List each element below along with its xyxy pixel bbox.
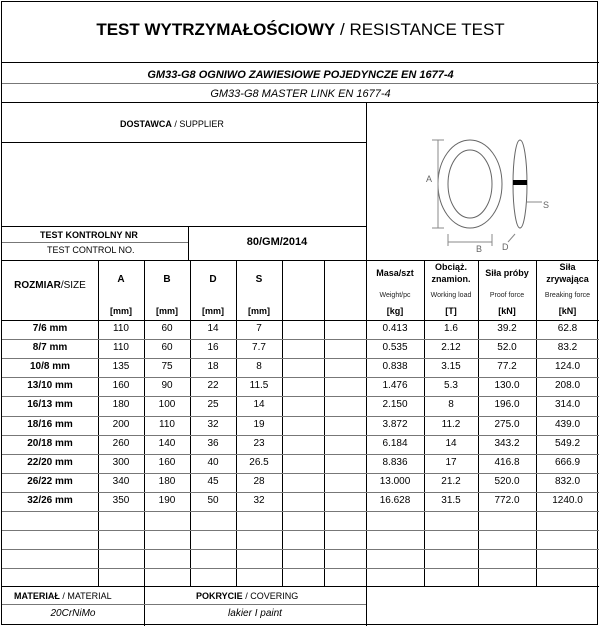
table-cell-wll: 3.15 (441, 361, 461, 372)
table-cell-d: 50 (207, 495, 219, 506)
size-header-pl: ROZMIAR (14, 280, 61, 291)
table-cell-proof: 39.2 (497, 323, 517, 334)
table-cell-s: 7.7 (252, 342, 266, 353)
divider (2, 242, 188, 243)
table-cell-proof: 52.0 (497, 342, 517, 353)
table-cell-d: 36 (207, 438, 219, 449)
supplier-label (120, 119, 224, 129)
control-number: 80/GM/2014 (246, 236, 308, 248)
row-size-label: 10/8 mm (29, 361, 71, 372)
divider (2, 142, 366, 143)
table-cell-brk: 549.2 (554, 438, 581, 449)
wll-unit: [T] (445, 306, 457, 316)
divider (366, 102, 367, 260)
col-a-header: A (117, 274, 125, 285)
dim-label-d: D (502, 242, 509, 252)
table-cell-wll: 1.6 (444, 323, 458, 334)
divider (2, 226, 366, 227)
table-cell-wll: 17 (445, 457, 457, 468)
table-cell-a: 340 (112, 476, 130, 487)
row-size-label: 20/18 mm (27, 438, 73, 449)
table-cell-proof: 130.0 (494, 380, 520, 391)
table-cell-brk: 124.0 (554, 361, 581, 372)
table-cell-a: 135 (112, 361, 130, 372)
row-size-label: 7/6 mm (32, 323, 68, 334)
table-cell-brk: 439.0 (554, 419, 581, 430)
breaking-header-en: Breaking force (544, 292, 591, 299)
col-s-unit: [mm] (248, 306, 270, 316)
table-cell-wll: 8 (448, 399, 454, 410)
table-cell-proof: 196.0 (494, 399, 520, 410)
table-cell-wll: 31.5 (441, 495, 461, 506)
wll-header-en: Working load (430, 292, 472, 299)
breaking-header-line2: zrywająca (546, 274, 589, 284)
col-divider (282, 260, 283, 586)
table-cell-s: 8 (256, 361, 262, 372)
table-cell-b: 75 (161, 361, 173, 372)
size-column-header (2, 280, 98, 291)
proof-header-en: Proof force (489, 292, 525, 299)
table-cell-d: 22 (207, 380, 219, 391)
col-divider (144, 586, 145, 626)
product-name-pl: GM33-G8 OGNIWO ZAWIESIOWE POJEDYNCZE EN 1677-4 (147, 69, 454, 81)
covering-value: lakier I paint (228, 608, 282, 619)
table-cell-proof: 343.2 (494, 438, 520, 449)
dim-line-d (508, 234, 515, 242)
table-cell-d: 40 (207, 457, 219, 468)
link-cross-section (513, 180, 527, 185)
title-en: RESISTANCE TEST (349, 20, 505, 39)
document-title (2, 20, 599, 40)
supplier-label-separator: / (171, 119, 180, 129)
table-cell-b: 180 (158, 476, 176, 487)
control-label-pl: TEST KONTROLNY NR (40, 230, 138, 240)
breaking-header-line1: Siła (559, 262, 576, 272)
material-label-pl: MATERIAŁ (14, 591, 60, 601)
table-cell-brk: 666.9 (554, 457, 581, 468)
supplier-label-pl: DOSTAWCA (120, 119, 172, 129)
table-cell-brk: 83.2 (557, 342, 578, 353)
table-cell-b: 60 (161, 342, 173, 353)
proof-unit: [kN] (498, 306, 516, 316)
table-cell-b: 100 (158, 399, 176, 410)
table-cell-s: 28 (253, 476, 265, 487)
table-cell-s: 19 (253, 419, 265, 430)
table-cell-mass: 1.476 (382, 380, 408, 391)
table-cell-brk: 208.0 (554, 380, 581, 391)
divider (2, 260, 599, 261)
divider (2, 604, 366, 605)
table-cell-wll: 21.2 (441, 476, 461, 487)
table-cell-b: 140 (158, 438, 176, 449)
test-certificate (1, 1, 598, 625)
table-cell-brk: 62.8 (557, 323, 578, 334)
dim-label-b: B (476, 244, 483, 254)
row-divider (2, 530, 599, 531)
table-cell-b: 160 (158, 457, 176, 468)
row-divider (2, 511, 599, 512)
table-cell-mass: 3.872 (382, 419, 408, 430)
dim-label-a: A (426, 174, 433, 184)
material-value: 20CrNiMo (50, 608, 96, 619)
size-header-en: /SIZE (60, 280, 86, 291)
table-cell-d: 16 (207, 342, 219, 353)
col-a-unit: [mm] (110, 306, 132, 316)
table-cell-a: 350 (112, 495, 130, 506)
row-size-label: 26/22 mm (27, 476, 73, 487)
col-b-unit: [mm] (156, 306, 178, 316)
table-cell-mass: 0.838 (382, 361, 408, 372)
row-size-label: 16/13 mm (27, 399, 73, 410)
table-cell-d: 45 (207, 476, 219, 487)
table-cell-mass: 2.150 (382, 399, 408, 410)
mass-header: Masa/szt (376, 268, 414, 278)
table-cell-s: 14 (253, 399, 265, 410)
table-cell-mass: 6.184 (382, 438, 408, 449)
table-cell-proof: 520.0 (494, 476, 520, 487)
row-divider (2, 549, 599, 550)
table-cell-a: 300 (112, 457, 130, 468)
table-cell-mass: 8.836 (382, 457, 408, 468)
col-s-header: S (255, 274, 263, 285)
table-cell-brk: 314.0 (554, 399, 581, 410)
table-cell-mass: 16.628 (379, 495, 411, 506)
table-cell-b: 90 (161, 380, 173, 391)
col-b-header: B (163, 274, 171, 285)
table-cell-s: 26.5 (249, 457, 269, 468)
divider (2, 102, 599, 103)
table-cell-b: 190 (158, 495, 176, 506)
table-cell-a: 110 (113, 342, 129, 353)
table-cell-brk: 832.0 (554, 476, 581, 487)
table-cell-mass: 0.413 (382, 323, 408, 334)
dim-label-s: S (543, 200, 550, 210)
mass-header-en: Weight/pc (379, 292, 411, 299)
row-size-label: 8/7 mm (32, 342, 68, 353)
footer-divider (2, 586, 599, 587)
table-cell-proof: 275.0 (494, 419, 520, 430)
wll-header-line1: Obciąż. (434, 262, 467, 272)
row-size-label: 22/20 mm (27, 457, 73, 468)
table-cell-mass: 13.000 (379, 476, 411, 487)
product-name-en: GM33-G8 MASTER LINK EN 1677-4 (210, 88, 391, 100)
table-cell-proof: 416.8 (494, 457, 520, 468)
table-cell-s: 32 (253, 495, 265, 506)
row-size-label: 18/16 mm (27, 419, 73, 430)
table-cell-d: 14 (207, 323, 219, 334)
divider (2, 62, 599, 63)
table-cell-s: 7 (256, 323, 262, 334)
table-cell-mass: 0.535 (382, 342, 408, 353)
col-divider (324, 260, 325, 586)
divider (2, 83, 599, 84)
table-cell-a: 260 (112, 438, 130, 449)
col-d-unit: [mm] (202, 306, 224, 316)
row-size-label: 32/26 mm (27, 495, 73, 506)
table-cell-d: 18 (207, 361, 219, 372)
table-cell-b: 60 (161, 323, 173, 334)
title-separator: / (335, 20, 350, 39)
control-label-en: TEST CONTROL NO. (47, 245, 135, 255)
wll-header-line2: znamion. (431, 274, 471, 284)
table-cell-wll: 2.12 (441, 342, 461, 353)
title-pl: TEST WYTRZYMAŁOŚCIOWY (96, 20, 336, 39)
row-divider (2, 568, 599, 569)
proof-header: Siła próby (485, 268, 529, 278)
table-cell-proof: 77.2 (497, 361, 517, 372)
table-cell-a: 110 (113, 323, 129, 334)
material-label: MATERIAŁ / MATERIAL (14, 591, 112, 601)
table-cell-b: 110 (159, 419, 175, 430)
covering-label-pl: POKRYCIE (196, 591, 243, 601)
breaking-unit: [kN] (558, 306, 577, 316)
covering-label-en: COVERING (250, 591, 299, 601)
material-label-en: MATERIAL (67, 591, 112, 601)
table-cell-wll: 11.2 (441, 419, 461, 430)
table-cell-a: 180 (112, 399, 130, 410)
table-cell-wll: 5.3 (444, 380, 458, 391)
col-d-header: D (209, 274, 217, 285)
table-cell-d: 25 (207, 399, 219, 410)
table-cell-s: 11.5 (249, 380, 269, 391)
table-cell-a: 200 (112, 419, 130, 430)
table-cell-s: 23 (253, 438, 265, 449)
table-cell-d: 32 (207, 419, 219, 430)
master-link-drawing (402, 122, 572, 254)
table-cell-a: 160 (112, 380, 130, 391)
link-inner-outline (448, 150, 492, 218)
mass-unit: [kg] (386, 306, 404, 316)
table-cell-wll: 14 (445, 438, 457, 449)
table-cell-proof: 772.0 (494, 495, 520, 506)
supplier-label-en: SUPPLIER (179, 119, 224, 129)
row-size-label: 13/10 mm (27, 380, 73, 391)
covering-label: POKRYCIE / COVERING (196, 591, 299, 601)
table-cell-brk: 1240.0 (552, 495, 583, 506)
